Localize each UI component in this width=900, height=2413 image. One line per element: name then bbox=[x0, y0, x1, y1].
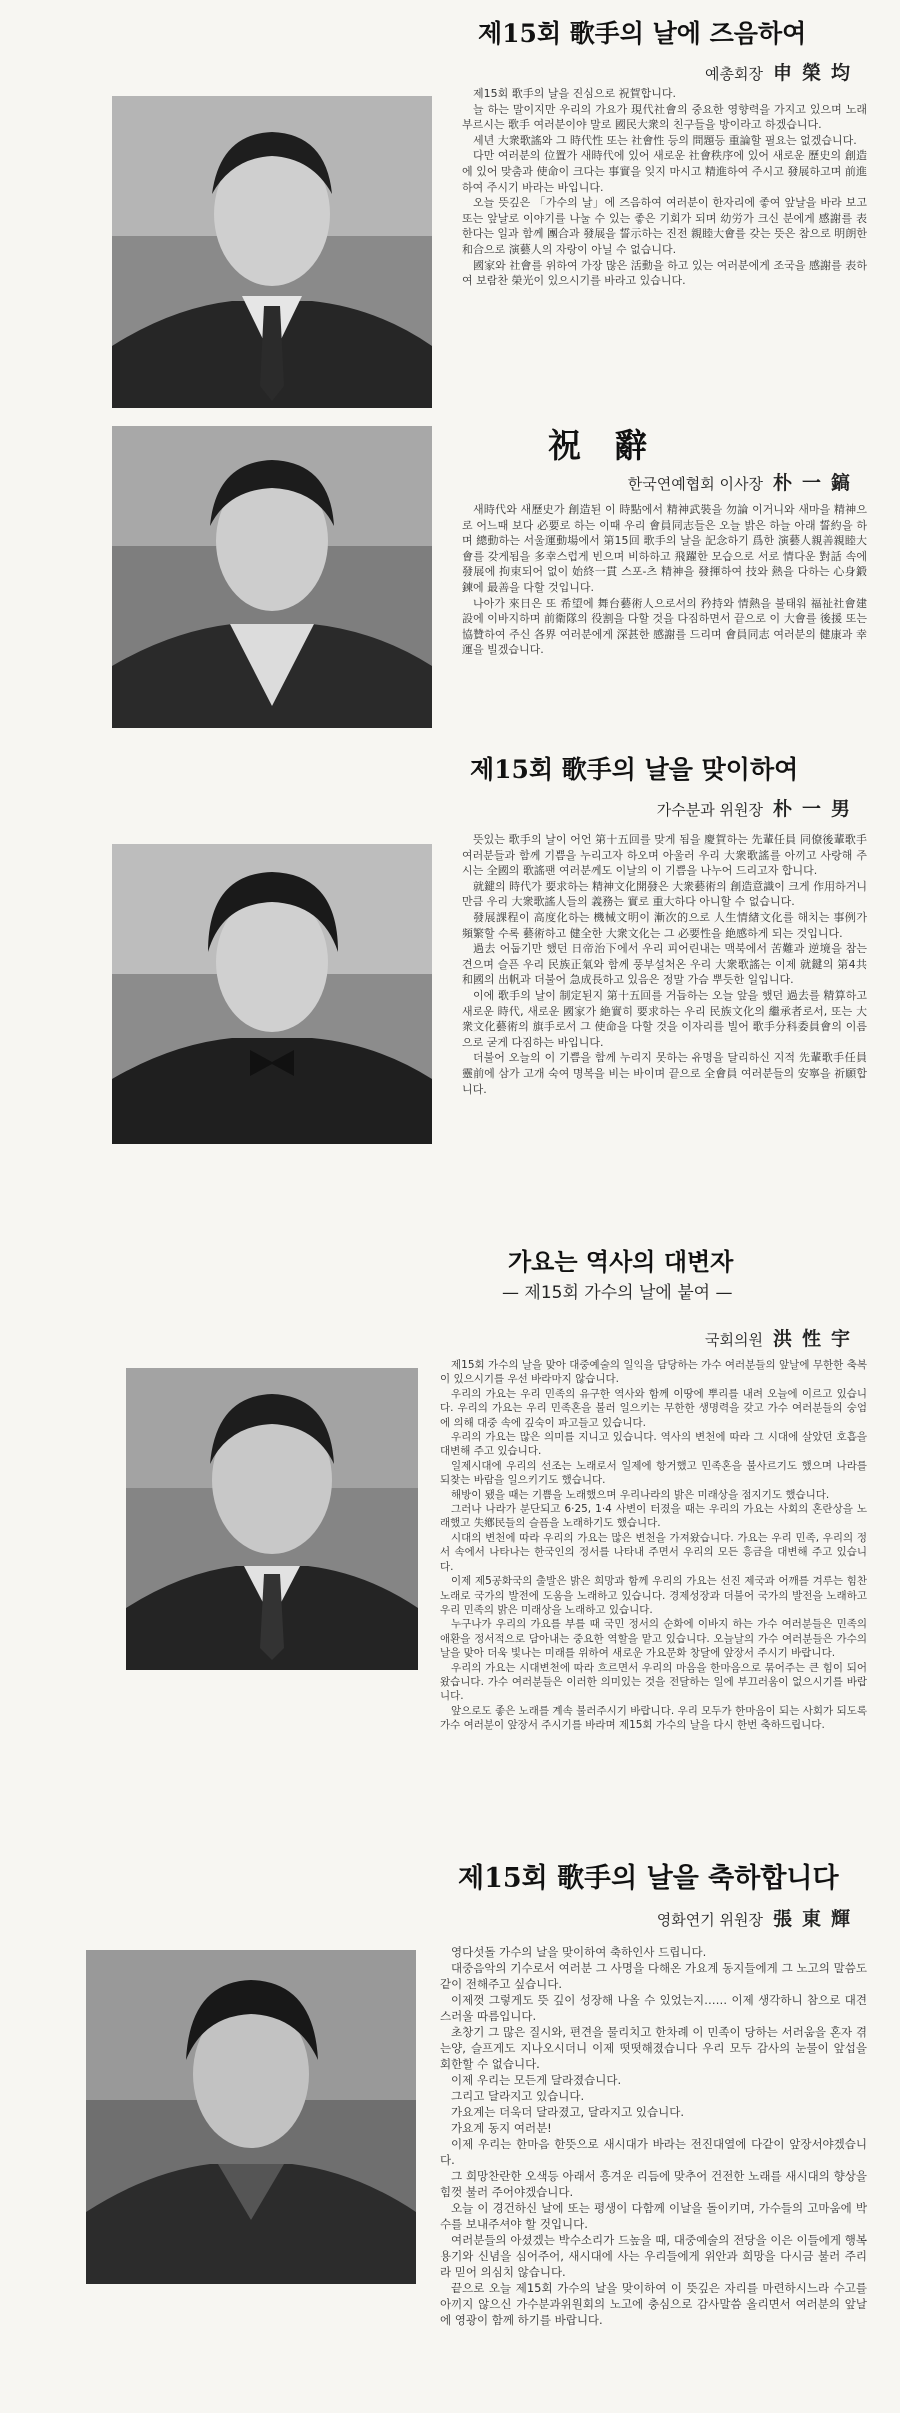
paragraph: 오늘 이 경건하신 날에 또는 평생이 다함께 이날을 돌이키며, 가수들의 고마움에 박수를 보내주셔야 할 것입니다. bbox=[440, 2201, 867, 2231]
byline bbox=[657, 1904, 860, 1931]
paragraph: 초창기 그 많은 질시와, 편견을 물리치고 한차례 이 민족이 당하는 서러움을 혼자 겪는양, 슬프게도 지나오시더니 이제 떳떳해졌습니다 우리 모두 감사의 눈물이 앞섭을 회한할 수 없습니다. bbox=[440, 2025, 867, 2071]
author-role: 한국연예협회 이사장 bbox=[627, 475, 763, 493]
paragraph: 앞으로도 좋은 노래를 계속 불러주시기 바랍니다. 우리 모두가 한마음이 되는 사회가 되도록 가수 여러분이 앞장서 주시기를 바라며 제15회 가수의 날을 다시 한번 축하드립니다. bbox=[440, 1704, 867, 1732]
section-title: 祝 辭 bbox=[548, 426, 647, 465]
section-congratulatory-address bbox=[0, 420, 900, 750]
section-congratulations bbox=[0, 1848, 900, 2413]
portrait-photo-icon bbox=[112, 426, 432, 728]
author-name: 朴一鎬 bbox=[772, 472, 860, 494]
paragraph: 發展課程이 高度化하는 機械文明이 漸次的으로 人生情緖文化를 해치는 事例가 頻繁할 수록 藝術하고 健全한 大衆文化는 그 必要性을 絶感하게 되는 것입니다. bbox=[462, 910, 867, 940]
paragraph: 그 희망찬란한 오색등 아래서 흥겨운 리듬에 맞추어 건전한 노래를 새시대의 향상을 힘껏 불러 주어야겠습니다. bbox=[440, 2169, 867, 2199]
byline bbox=[628, 468, 860, 495]
portrait-photo bbox=[86, 1950, 416, 2284]
author-role: 영화연기 위원장 bbox=[656, 1911, 763, 1929]
section-body bbox=[440, 1944, 867, 2406]
section-body bbox=[440, 1358, 867, 1842]
section-essay bbox=[0, 1240, 900, 1848]
portrait-photo bbox=[112, 844, 432, 1144]
section-title: 제15회 歌手의 날에 즈음하여 bbox=[478, 19, 807, 48]
paragraph: 이제 우리는 모든게 달라졌습니다. bbox=[451, 2073, 622, 2087]
section-subtitle: — 제15회 가수의 날에 붙여 — bbox=[502, 1283, 733, 1303]
paragraph: 제15회 가수의 날을 맞아 대중예술의 일익을 담당하는 가수 여러분들의 앞날에 무한한 축복이 있으시기를 우선 바라마지 않습니다. bbox=[440, 1359, 867, 1386]
section-greeting-2 bbox=[0, 750, 900, 1240]
paragraph: 다만 여러분의 位置가 새時代에 있어 새로운 社會秩序에 있어 새로운 歷史의 創造에 있어 맞춤과 使命이 크다는 事實을 잊지 마시고 精進하여 주시고 發展하고며 前進하여 주시기 바라는 바입니다. bbox=[462, 149, 867, 194]
paragraph: 가요계는 더욱더 달라졌고, 달라지고 있습니다. bbox=[451, 2105, 685, 2119]
paragraph: 이에 歌手의 날이 制定된지 第十五回를 거듭하는 오늘 앞을 했던 過去를 精算하고 새로운 時代, 새로운 國家가 絶實히 要求하는 우리 民族文化의 繼承者로서, 또는 大衆文化藝術의 旗手로서 그 使命을 다할 것을 이자리를 빌어 歌手分科委員會의 이름으로 굳게 다짐하는 바입니다. bbox=[462, 988, 867, 1049]
author-name: 朴一男 bbox=[772, 798, 860, 820]
section-body bbox=[462, 832, 867, 1232]
paragraph: 일제시대에 우리의 선조는 노래로서 일제에 항거했고 민족혼을 불사르기도 했으며 나라를 되찾는 바람을 일으키기도 했습니다. bbox=[440, 1459, 867, 1487]
author-role: 국회의원 bbox=[705, 1331, 763, 1349]
paragraph: 새時代와 새歷史가 創造된 이 時點에서 精神武裝을 勿論 이거니와 새마을 精神으로 어느때 보다 必要로 하는 이때 우리 會員同志들은 오늘 밝은 하늘 아래 誓約을 하며 總動하는 서울運動場에서 第15回 歌手의 날을 記念하기 爲한 演藝人親善親睦大會를 갖게됨을 多幸스럽게 빈으며 비하하고 飛躍한 모습으로 서로 情다운 對話 속에 發展에 拘束되어 없이 始終一貫 스포-츠 精神을 發揮하여 技와 熱을 다하는 心身鍛鍊에 最善을 다할 것입니다. bbox=[462, 503, 867, 594]
byline bbox=[657, 794, 860, 821]
portrait-photo bbox=[112, 96, 432, 408]
section-body bbox=[462, 86, 867, 418]
paragraph: 해방이 됐을 때는 기쁨을 노래했으며 우리나라의 밝은 미래상을 점지기도 했습니다. bbox=[451, 1488, 830, 1501]
section-title: 제15회 歌手의 날을 맞이하여 bbox=[470, 755, 799, 784]
paragraph: 우리의 가요는 시대변천에 따라 흐르면서 우리의 마음을 한마음으로 묶어주는 큰 힘이 되어왔습니다. 가수 여러분들은 이러한 의미있는 것을 전달하는 일에 부끄러움이 없으시기를 바랍니다. bbox=[440, 1661, 867, 1703]
paragraph: 끝으로 오늘 제15회 가수의 날을 맞이하여 이 뜻깊은 자리를 마련하시느라 수고를 아끼지 않으신 가수분과위원회의 노고에 충심으로 감사말씀 올리면서 여러분의 앞날에 영광이 함께 하기를 바랍니다. bbox=[440, 2281, 867, 2327]
paragraph: 이제 우리는 한마음 한뜻으로 새시대가 바라는 전진대열에 다같이 앞장서야겠습니다. bbox=[440, 2137, 867, 2167]
paragraph: 누구나가 우리의 가요를 부를 때 국민 정서의 순화에 이바지 하는 가수 여러분들은 민족의 애환을 정서적으로 담아내는 중요한 역할을 맡고 있습니다. 오늘날의 가수 여러분들은 가수의 날을 맞아 더욱 빛나는 미래를 위하여 새로운 가요문화 창달에 앞장서 주시기 바랍니다. bbox=[440, 1618, 867, 1660]
paragraph: 그러나 나라가 분단되고 6·25, 1·4 사변이 터졌을 때는 우리의 가요는 사회의 혼란상을 노래했고 失鄕民들의 슬픔을 노래하기도 했습니다. bbox=[440, 1503, 867, 1530]
section-title: 가요는 역사의 대변자 bbox=[508, 1247, 734, 1276]
author-name: 張東輝 bbox=[772, 1908, 860, 1930]
paragraph: 대중음악의 기수로서 여러분 그 사명을 다해온 가요계 동지들에게 그 노고의 말씀도 같이 전해주고 싶습니다. bbox=[440, 1961, 867, 1991]
paragraph: 뜻있는 歌手의 날이 어언 第十五回를 맞게 됨을 慶賀하는 先輩任員 同僚後輩歌手 여러분들과 함께 기쁨을 누리고자 하오며 아울러 우리 大衆歌謠를 아끼고 사랑해 주시는 全國의 歌謠팬 여러분께도 이날의 이 기쁨을 나누어 드리고자 합니다. bbox=[462, 833, 867, 878]
byline bbox=[705, 58, 860, 85]
author-name: 申榮均 bbox=[772, 62, 860, 84]
paragraph: 그리고 달라지고 있습니다. bbox=[451, 2089, 585, 2103]
paragraph: 過去 어둡기만 했던 日帝治下에서 우리 피어린내는 맥북에서 苦難과 逆境을 참는 견으며 슬픈 우리 民族正氣와 함께 풍부설처온 우리 大衆歌謠는 이제 就鍵의 第4共和國의 出帆과 더불어 急成長하고 있음은 정말 가슴 뿌듯한 일입니다. bbox=[462, 942, 867, 987]
portrait-photo-icon bbox=[112, 96, 432, 408]
paragraph: 우리의 가요는 우리 민족의 유구한 역사와 함께 이땅에 뿌리를 내려 오늘에 이르고 있습니다. 우리의 가요는 우리 민족혼을 불러 일으키는 무한한 생명력을 갖고 가수 여러분들의 숭엄에 의해 대중 속에 깊숙이 파고들고 있습니다. bbox=[440, 1387, 867, 1429]
paragraph: 세년 大衆歌謠와 그 時代性 또는 社會性 등의 問題등 重論할 필요는 없겠습니다. bbox=[473, 133, 857, 147]
paragraph: 國家와 社會를 위하여 가장 많은 活動을 하고 있는 여러분에게 조국을 感謝를 表하여 보람찬 榮光이 있으시기를 바라고 있습니다. bbox=[462, 258, 867, 288]
paragraph: 이제껏 그렇게도 뜻 깊이 성장해 나올 수 있었는지…… 이제 생각하니 참으로 대견스러울 따름입니다. bbox=[440, 1993, 867, 2023]
section-title: 제15회 歌手의 날을 축하합니다 bbox=[458, 1863, 839, 1894]
paragraph: 就鍵의 時代가 要求하는 精神文化開發은 大衆藝術의 創造意識이 크게 作用하거니 만큼 우리 大衆歌謠人들의 義務는 實로 重大하다 아니할 수 없습니다. bbox=[462, 879, 867, 909]
paragraph: 더불어 오늘의 이 기쁨을 함께 누리지 못하는 유명을 달리하신 지적 先輩歌手任員 靈前에 삼가 고개 숙여 명복을 비는 바이며 끝으로 全會員 여러분들의 安寧을 祈願합니다. bbox=[462, 1051, 867, 1096]
paragraph: 오늘 뜻깊은 「가수의 날」에 즈음하여 여러분이 한자리에 좋여 앞날을 바라 보고 또는 앞날로 이야기를 나눌 수 있는 좋은 기회가 되며 幼労가 크신 분에게 感謝를 表한다는 일과 함께 團合과 發展을 誓示하는 진전 親睦大會를 갖는 뜻은 참으로 明朗한 和合으로 演藝人의 자랑이 아닐 수 없습니다. bbox=[462, 196, 867, 256]
paragraph: 가요계 동지 여러분! bbox=[451, 2121, 552, 2135]
section-greeting-1 bbox=[0, 0, 900, 425]
paragraph: 늘 하는 말이지만 우리의 가요가 現代社會의 중요한 영향력을 가지고 있으며 노래 부르시는 歌手 여러분이야 말로 國民大衆의 친구들을 방이라고 하겠습니다. bbox=[462, 102, 867, 132]
portrait-photo bbox=[126, 1368, 418, 1670]
portrait-photo bbox=[112, 426, 432, 728]
portrait-photo-icon bbox=[126, 1368, 418, 1670]
paragraph: 나아가 來日은 또 希望에 舞台藝術人으로서의 矜持와 情熱을 불태워 福祉社會建設에 이바지하며 前衛隊의 役割을 다할 것을 다짐하면서 끝으로 이 大會를 後援 또는 協贊하여 주신 各界 여러분에게 深甚한 感謝를 드리며 會員同志 여러분의 健康과 幸運을 빌겠습니다. bbox=[462, 596, 867, 657]
byline bbox=[705, 1324, 860, 1351]
paragraph: 영다섯돌 가수의 날을 맞이하여 축하인사 드립니다. bbox=[451, 1945, 707, 1959]
paragraph: 제15회 歌手의 날을 진심으로 祝賀합니다. bbox=[473, 87, 676, 100]
author-role: 예총회장 bbox=[705, 65, 763, 83]
author-role: 가수분과 위원장 bbox=[656, 801, 763, 819]
paragraph: 이제 제5공화국의 출발은 밝은 희망과 함께 우리의 가요는 선진 제국과 어깨를 겨루는 힘찬 노래로 국가의 발전에 도움을 노래하고 있습니다. 경제성장과 더불어 국가의 발전을 노래하고 우리 민족의 밝은 미래상을 노래하고 있습니다. bbox=[440, 1575, 867, 1616]
paragraph: 여러분들의 아셨겠는 박수소리가 드높을 때, 대중예술의 전당을 이은 이들에게 행복 용기와 신념을 심어주어, 새시대에 사는 우리들에게 위안과 희망을 다시금 불러 주리라 믿어 의심치 않습니다. bbox=[440, 2233, 867, 2279]
paragraph: 시대의 변천에 따라 우리의 가요는 많은 변천을 가져왔습니다. 가요는 우리 민족, 우리의 정서 속에서 나타나는 한국인의 정서를 나타내 주면서 우리의 모든 흥금을 대변해 주고 있습니다. bbox=[440, 1531, 867, 1573]
portrait-photo-icon bbox=[86, 1950, 416, 2284]
section-body bbox=[462, 502, 867, 740]
author-name: 洪性宇 bbox=[772, 1328, 860, 1350]
paragraph: 우리의 가요는 많은 의미를 지니고 있습니다. 역사의 변천에 따라 그 시대에 살았던 호흡을 대변해 주고 있습니다. bbox=[440, 1431, 867, 1458]
portrait-photo-icon bbox=[112, 844, 432, 1144]
